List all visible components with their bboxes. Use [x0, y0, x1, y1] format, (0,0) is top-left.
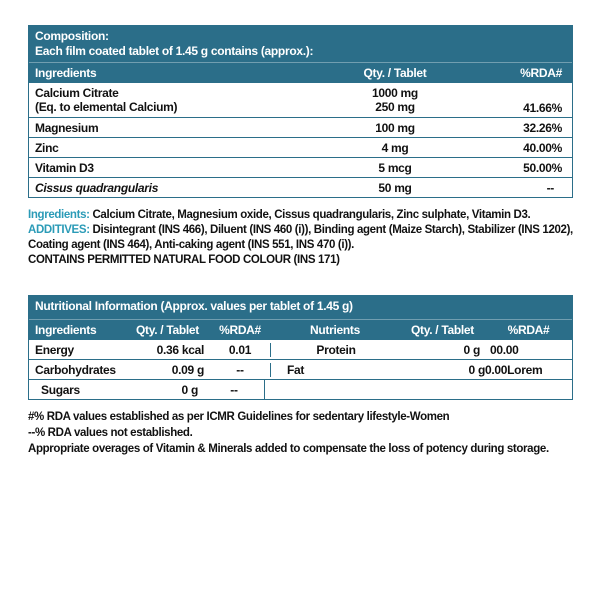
nutrition-header: Nutritional Information (Approx. values per tablet of 1.45 g): [29, 296, 572, 319]
footnotes: [28, 409, 588, 457]
ingredient-qty: 4 mg: [381, 140, 409, 155]
table-row: [29, 379, 572, 399]
col-ingredients: Ingredients: [35, 323, 97, 337]
col-qty: Qty. / Tablet: [136, 323, 199, 337]
ingredient-name: Vitamin D3: [35, 160, 94, 175]
nutrition-table: [28, 295, 573, 400]
col-qty: Qty. / Tablet: [363, 66, 427, 80]
nutrition-rda: --: [236, 362, 244, 377]
nutrition-qty: 0 g: [181, 382, 198, 397]
composition-title: Composition:: [35, 29, 109, 43]
composition-column-headers: [29, 62, 572, 83]
ingredient-qty: 50 mg: [378, 180, 412, 195]
composition-subtitle: Each film coated tablet of 1.45 g contains (approx.):: [35, 44, 314, 58]
ingredient-qty: 100 mg: [375, 120, 415, 135]
composition-header: [29, 26, 572, 62]
ingredients-text: Calcium Citrate, Magnesium oxide, Cissus quadrangularis, Zinc sulphate, Vitamin D3.: [89, 209, 531, 221]
col-rda: %RDA#: [219, 323, 261, 337]
nutrition-ingredient: Energy: [35, 342, 74, 357]
table-row: [29, 137, 572, 157]
ingredient-rda: 40.00%: [523, 140, 562, 155]
footnote-overages: Appropriate overages of Vitamin & Minerals added to compensate the loss of potency during storage.: [28, 443, 549, 455]
nutrition-ingredient: Sugars: [41, 382, 80, 397]
col-rda: %RDA#: [520, 66, 562, 80]
composition-rows: [29, 83, 572, 197]
nutrition-qty: 0.36 kcal: [156, 342, 204, 357]
table-row: [29, 157, 572, 177]
colour-line: CONTAINS PERMITTED NATURAL FOOD COLOUR (INS 171): [28, 254, 340, 266]
ingredient-name-line1: Calcium Citrate: [35, 86, 119, 100]
table-row: [29, 83, 572, 117]
footnote-rda-not-established: --% RDA values not established.: [28, 427, 193, 439]
col-nutrients: Nutrients: [310, 323, 360, 337]
ingredient-name: [29, 86, 335, 114]
table-row: [29, 117, 572, 137]
ingredient-qty: [335, 86, 455, 114]
nutrition-qty: 0.09 g: [171, 362, 204, 377]
nutrition-rda: 0.01: [228, 342, 252, 357]
table-row: [29, 177, 572, 197]
nutrition-rda: --: [230, 382, 238, 397]
ingredient-qty: 5 mcg: [378, 160, 412, 175]
ingredient-rda: 32.26%: [523, 120, 562, 135]
col-ingredients: Ingredients: [35, 66, 97, 80]
composition-table: [28, 25, 573, 198]
additives-label: ADDITIVES:: [28, 224, 90, 236]
col-rda-2: %RDA#: [507, 323, 550, 337]
ingredient-name-line2: (Eq. to elemental Calcium): [35, 100, 178, 114]
nutrition-column-headers: [29, 319, 572, 340]
ingredient-name: Cissus quadrangularis: [35, 180, 159, 195]
ingredient-rda: 41.66%: [523, 101, 562, 115]
ingredient-qty-line1: 1000 mg: [372, 86, 418, 100]
nutrition-qty-2: 0 g: [468, 362, 485, 377]
nutrition-rda-2: 00.00: [490, 342, 519, 357]
nutrition-rows: [29, 340, 572, 399]
nutrition-qty-2: 0 g: [463, 342, 480, 357]
nutrition-nutrient: [264, 380, 395, 399]
col-qty-2: Qty. / Tablet: [411, 323, 474, 337]
nutrition-nutrient: Protein: [270, 343, 401, 357]
ingredients-paragraph: [28, 208, 576, 268]
ingredient-name: Zinc: [35, 140, 59, 155]
additives-line: [28, 223, 576, 253]
additives-text: Disintegrant (INS 466), Diluent (INS 460 (i)), Binding agent (Maize Starch), Stabilizer (INS 1202), Coating agent (INS 464), Anti-caking agent (INS 551, INS 470 (i)).: [28, 224, 573, 251]
ingredient-rda: --: [546, 180, 554, 195]
ingredient-qty-line2: 250 mg: [375, 100, 415, 114]
nutrition-ingredient: Carbohydrates: [35, 362, 116, 377]
footnote-rda-established: #% RDA values established as per ICMR Guidelines for sedentary lifestyle-Women: [28, 411, 450, 423]
ingredients-label: Ingredients:: [28, 209, 90, 221]
nutrition-rda-2: 0.00Lorem: [485, 362, 543, 377]
nutrition-nutrient: Fat: [270, 363, 400, 377]
table-row: [29, 359, 572, 379]
ingredient-name: Magnesium: [35, 120, 99, 135]
ingredients-line: [28, 208, 576, 223]
table-row: [29, 340, 572, 359]
ingredient-rda: 50.00%: [523, 160, 562, 175]
